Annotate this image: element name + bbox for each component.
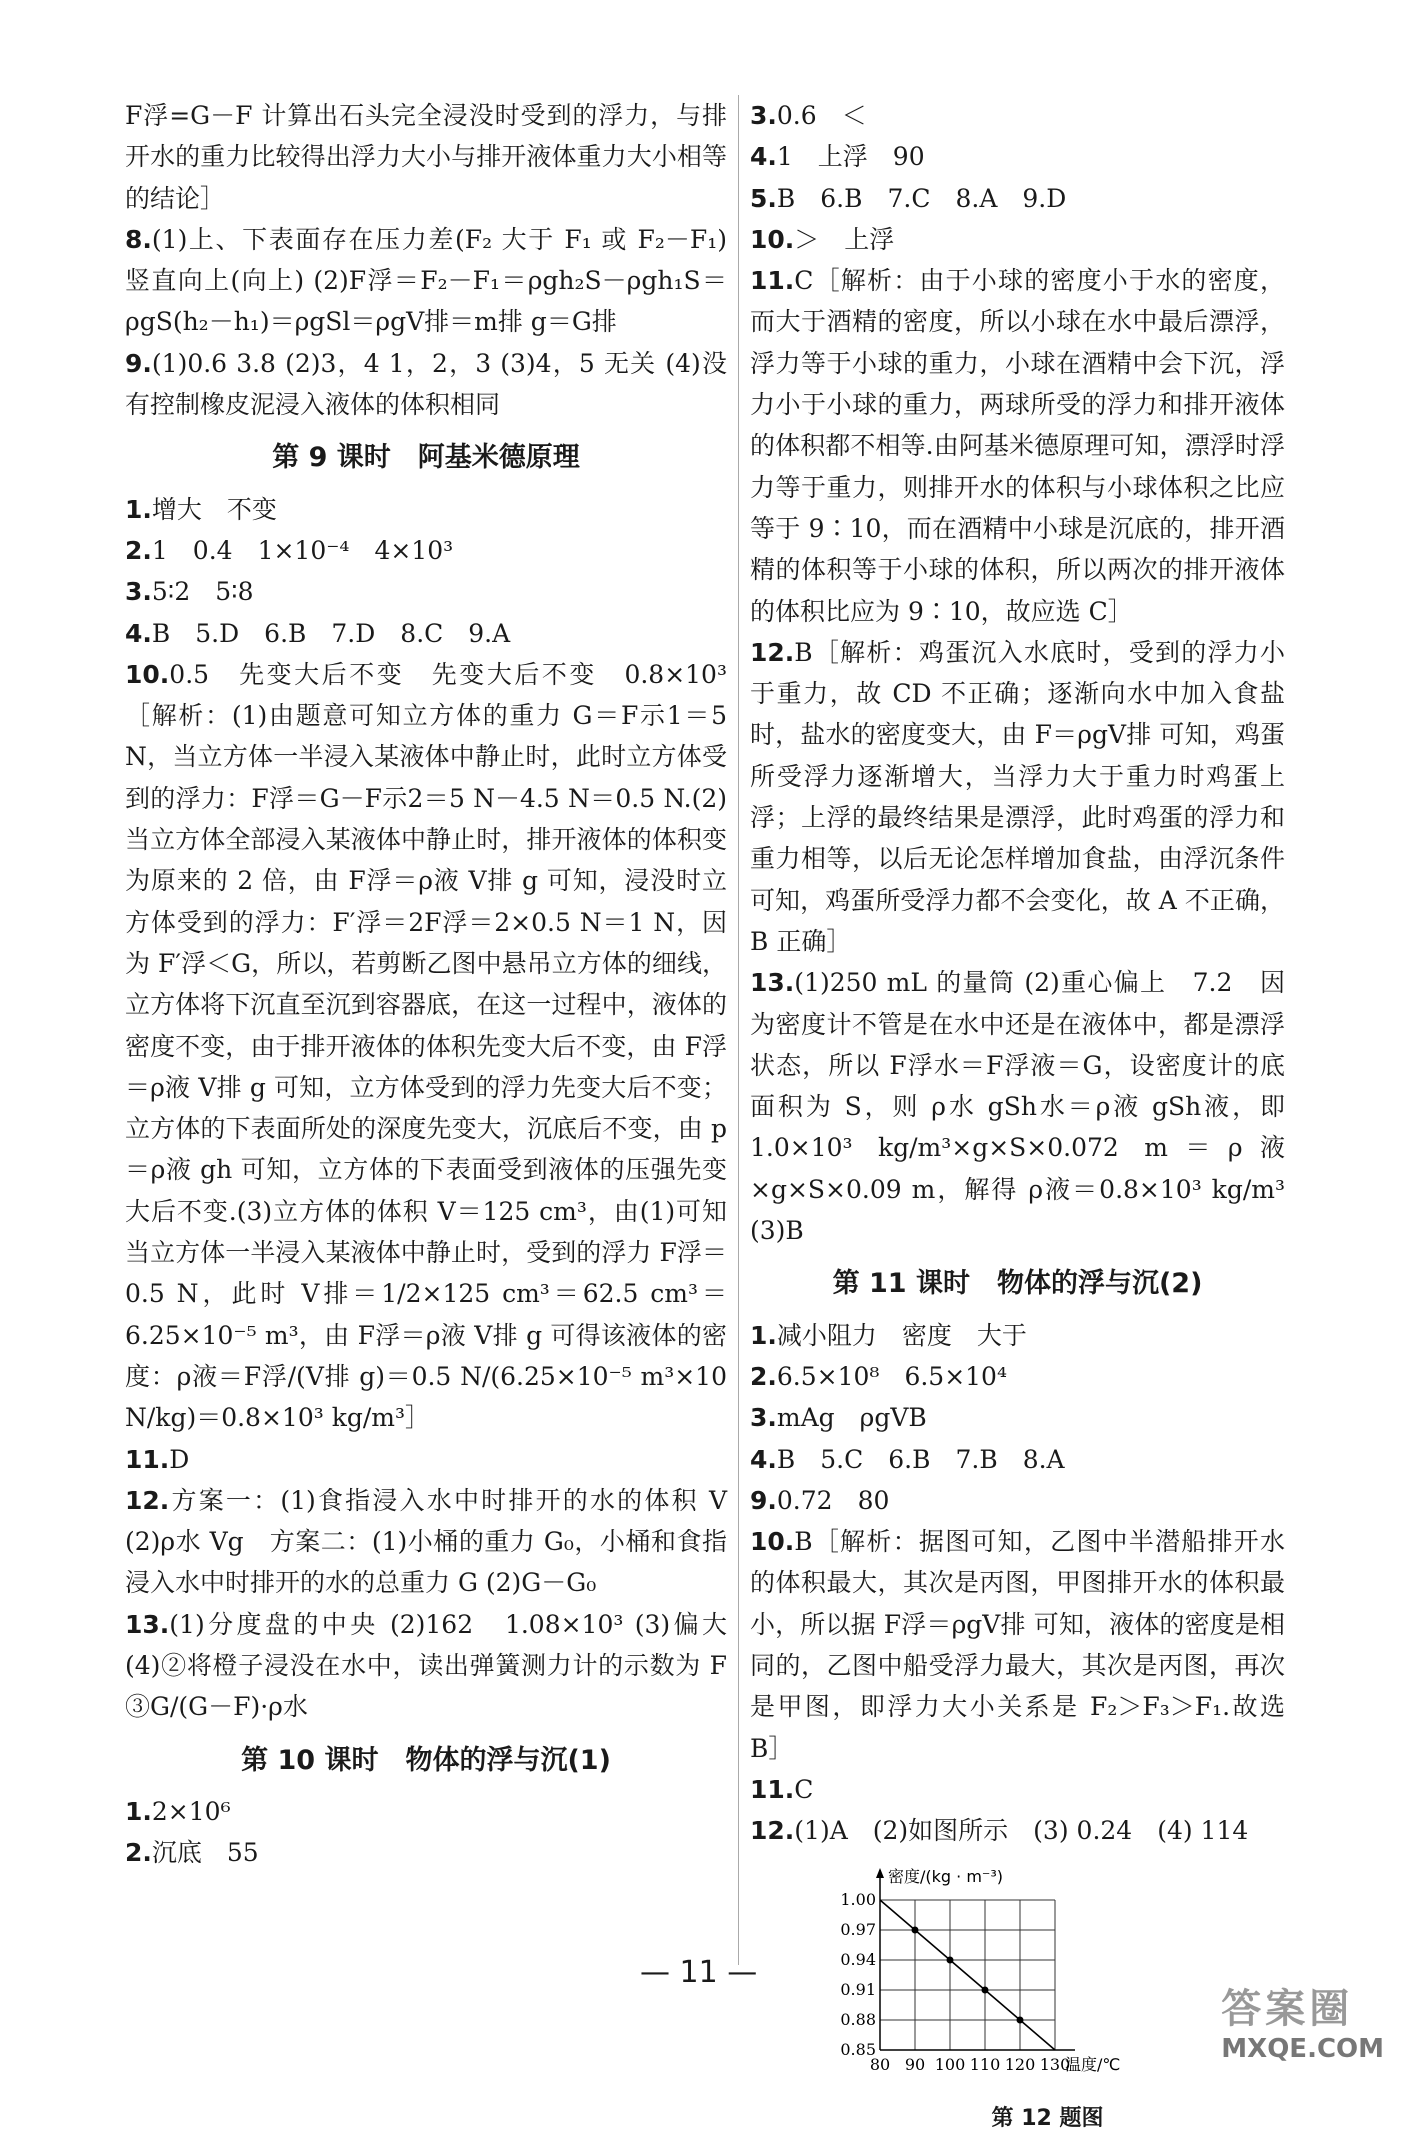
watermark-brand: 答案圈	[1221, 1986, 1354, 2032]
y-tick-label: 0.88	[840, 2010, 876, 2030]
y-axis-arrow	[876, 1868, 884, 1878]
answer-text: 2×10⁶	[151, 1796, 231, 1826]
right-column	[750, 95, 1285, 2139]
answer-text: 方案一：(1)食指浸入水中时排开的水的体积 V (2)ρ水 Vg 方案二：(1)小桶的重力 G₀，小桶和食指浸入水中时排开的水的总重力 G (2)G－G₀	[125, 1485, 727, 1598]
answer-number: 3.	[750, 1403, 777, 1433]
page-number: — 11 —	[640, 1955, 758, 1990]
answer-number: 5.	[750, 183, 777, 213]
answer-text: C［解析：由于小球的密度小于水的密度，而大于酒精的密度，所以小球在水中最后漂浮，浮力等于小球的重力，小球在酒精中会下沉，浮力小于小球的重力，两球所受的浮力和排开液体的体积都不相等.由阿基米德原理可知，漂浮时浮力等于重力，则排开水的体积与小球体积之比应等于 9∶10，而在酒精中小球是沉底的，排开酒精的体积等于小球的体积，所以两次的排开液体的体积比应为 9∶10，故应选 C］	[750, 266, 1285, 626]
answer-text: 6.5×10⁸ 6.5×10⁴	[776, 1361, 1007, 1391]
y-tick-label: 0.97	[840, 1920, 876, 1940]
x-tick-label: 110	[969, 2055, 1001, 2075]
answer-number: 3.	[125, 577, 152, 607]
answer-text: 0.72 80	[776, 1485, 890, 1515]
answer-item	[750, 1439, 1285, 1480]
answer-text: 1 0.4 1×10⁻⁴ 4×10³	[151, 535, 454, 565]
answer-item	[750, 178, 1285, 219]
y-axis-label: 密度/(kg · m⁻³)	[888, 1867, 1004, 1887]
answer-number: 11.	[750, 1774, 795, 1804]
answer-item	[125, 1604, 753, 1728]
answer-number: 4.	[750, 142, 777, 172]
answer-number: 10.	[750, 1527, 795, 1557]
answer-number: 13.	[750, 968, 795, 998]
answer-item	[750, 1356, 1285, 1397]
answer-item	[750, 1521, 1285, 1769]
x-axis-label: 温度/℃	[1065, 2055, 1121, 2075]
answer-item	[125, 1832, 727, 1873]
answer-number: 11.	[125, 1444, 170, 1474]
answer-number: 1.	[750, 1320, 777, 1350]
answer-text: B［解析：据图可知，乙图中半潜船排开水的体积最大，其次是丙图，甲图排开水的体积最小，所以据 F浮＝ρgV排 可知，液体的密度是相同的，乙图中船受浮力最大，其次是丙图，再次是甲图，即浮力大小关系是 F₂＞F₃＞F₁.故选 B］	[750, 1527, 1285, 1763]
section-heading: 第 11 课时 物体的浮与沉(2)	[832, 1268, 1203, 1300]
answer-item	[125, 1791, 727, 1832]
answer-text: B 5.C 6.B 7.B 8.A	[776, 1444, 1065, 1474]
answer-item	[750, 1810, 1285, 1851]
answer-item	[750, 219, 1285, 260]
answer-text: C	[794, 1774, 814, 1804]
answer-number: 2.	[125, 535, 152, 565]
answer-text: (1)250 mL 的量筒 (2)重心偏上 7.2 因为密度计不管是在水中还是在液体中，都是漂浮状态，所以 F浮水＝F浮液＝G，设密度计的底面积为 S，则 ρ水 gSh水＝ρ液 gSh液，即 1.0×10³ kg/m³×g×S×0.072 m＝ρ液×g×S×0.09 m，解得 ρ液＝0.8×10³ kg/m³ (3)B	[750, 968, 1285, 1246]
answer-item	[125, 654, 727, 1439]
answer-text: (1)上、下表面存在压力差(F₂ 大于 F₁ 或 F₂－F₁) 竖直向上(向上) (2)F浮＝F₂－F₁＝ρgh₂S－ρgh₁S＝ρgS(h₂－h₁)＝ρgSl＝ρgV排＝m排 g＝G排	[125, 224, 727, 337]
y-tick-label: 1.00	[840, 1890, 876, 1910]
watermark-url: MXQE.COM	[1221, 2034, 1384, 2064]
answer-item	[750, 95, 1285, 136]
answer-item	[125, 1439, 727, 1480]
answer-number: 10.	[750, 224, 795, 254]
chart-caption: 第 12 题图	[991, 2105, 1104, 2131]
answer-item	[750, 1480, 1285, 1521]
answer-number: 3.	[750, 101, 777, 130]
y-tick-label: 0.91	[840, 1980, 876, 2000]
x-tick-label: 120	[1004, 2055, 1036, 2075]
x-tick-label: 130	[1039, 2055, 1071, 2075]
answer-item	[750, 136, 1285, 177]
answer-item	[125, 343, 727, 426]
answer-item	[750, 1769, 1285, 1810]
answer-item	[750, 962, 1285, 1251]
density-line	[880, 1900, 1055, 2050]
answer-text: 1 上浮 90	[776, 142, 925, 172]
answer-text: (1)分度盘的中央 (2)162 1.08×10³ (3)偏大 (4)②将橙子浸没在水中，读出弹簧测力计的示数为 F ③G/(G－F)·ρ水	[125, 1609, 753, 1722]
watermark	[1221, 1977, 1384, 2064]
answer-number: 4.	[750, 1444, 777, 1474]
answer-text: F浮=G－F 计算出石头完全浸没时受到的浮力，与排开水的重力比较得出浮力大小与排开液体重力大小相等的结论］	[125, 101, 727, 213]
data-point	[982, 1987, 989, 1994]
answer-text: B 5.D 6.B 7.D 8.C 9.A	[151, 618, 511, 648]
answer-number: 10.	[125, 659, 170, 689]
y-tick-label: 0.85	[840, 2040, 876, 2060]
chart-svg	[810, 1855, 1280, 2085]
answer-item	[750, 1397, 1285, 1438]
answer-text: mAg ρgVB	[776, 1403, 927, 1433]
answer-item	[750, 260, 1285, 632]
answer-number: 12.	[750, 637, 795, 667]
answer-text: 0.6 ＜	[776, 101, 867, 130]
column-divider	[738, 95, 739, 1965]
answer-text: B 6.B 7.C 8.A 9.D	[776, 183, 1067, 213]
section-heading: 第 9 课时 阿基米德原理	[272, 442, 580, 474]
y-tick-label: 0.94	[840, 1950, 876, 1970]
answer-number: 11.	[750, 266, 795, 296]
answer-number: 9.	[125, 348, 152, 378]
answer-item	[125, 95, 727, 219]
answer-number: 12.	[125, 1485, 170, 1515]
answer-text: B［解析：鸡蛋沉入水底时，受到的浮力小于重力，故 CD 不正确；逐渐向水中加入食盐时，盐水的密度变大，由 F＝ρgV排 可知，鸡蛋所受浮力逐渐增大，当浮力大于重力时鸡蛋上浮；上浮的最终结果是漂浮，此时鸡蛋的浮力和重力相等，以后无论怎样增加食盐，由浮沉条件可知，鸡蛋所受浮力都不会变化，故 A 不正确，B 正确］	[750, 637, 1285, 956]
answer-text: (1)A (2)如图所示 (3) 0.24 (4) 114	[794, 1816, 1249, 1846]
data-point	[1017, 2017, 1024, 2024]
data-point	[912, 1927, 919, 1934]
x-tick-label: 80	[869, 2055, 891, 2075]
answer-number: 1.	[125, 1796, 152, 1826]
answer-number: 2.	[750, 1361, 777, 1391]
answer-text: 沉底 55	[151, 1838, 259, 1868]
answer-item	[125, 571, 727, 612]
answer-number: 13.	[125, 1609, 170, 1639]
answer-item	[125, 219, 727, 343]
left-column	[125, 95, 753, 1873]
answer-number: 12.	[750, 1816, 795, 1846]
answer-number: 9.	[750, 1485, 777, 1515]
answer-number: 8.	[125, 224, 152, 254]
answer-text: 0.5 先变大后不变 先变大后不变 0.8×10³［解析：(1)由题意可知立方体的重力 G＝F示1＝5 N，当立方体一半浸入某液体中静止时，此时立方体受到的浮力：F浮＝G－F示2＝5 N－4.5 N＝0.5 N.(2)当立方体全部浸入某液体中静止时，排开液体的体积变为原来的 2 倍，由 F浮＝ρ液 V排 g 可知，浸没时立方体受到的浮力：F′浮＝2F浮＝2×0.5 N＝1 N，因为 F′浮＜G，所以，若剪断乙图中悬吊立方体的细线，立方体将下沉直至沉到容器底，在这一过程中，液体的密度不变，由于排开液体的体积先变大后不变，由 F浮＝ρ液 V排 g 可知，立方体受到的浮力先变大后不变；立方体的下表面所处的深度先变大，沉底后不变，由 p＝ρ液 gh 可知，立方体的下表面受到液体的压强先变大后不变.(3)立方体的体积 V＝125 cm³，由(1)可知当立方体一半浸入某液体中静止时，受到的浮力 F浮＝0.5 N，此时 V排＝1/2×125 cm³＝62.5 cm³＝6.25×10⁻⁵ m³，由 F浮＝ρ液 V排 g 可得该液体的密度：ρ液＝F浮/(V排 g)＝0.5 N/(6.25×10⁻⁵ m³×10 N/kg)＝0.8×10³ kg/m³］	[125, 659, 727, 1433]
density-chart	[810, 1855, 1285, 2097]
answer-item	[750, 632, 1285, 962]
x-tick-label: 90	[904, 2055, 926, 2075]
answer-item	[125, 489, 727, 530]
answer-text: (1)0.6 3.8 (2)3，4 1，2，3 (3)4，5 无关 (4)没有控制橡皮泥浸入液体的体积相同	[125, 348, 727, 420]
answer-number: 1.	[125, 494, 152, 524]
answer-text: ＞ 上浮	[794, 224, 895, 254]
answer-item	[125, 613, 727, 654]
answer-number: 2.	[125, 1838, 152, 1868]
data-point	[947, 1957, 954, 1964]
answer-item	[750, 1315, 1285, 1356]
answer-text: D	[169, 1444, 190, 1474]
answer-item	[125, 530, 727, 571]
answer-number: 4.	[125, 618, 152, 648]
x-tick-label: 100	[934, 2055, 966, 2075]
answer-text: 增大 不变	[151, 494, 277, 524]
answer-text: 5∶2 5∶8	[151, 577, 254, 607]
answer-item	[125, 1480, 727, 1604]
answer-text: 减小阻力 密度 大于	[776, 1320, 1027, 1350]
section-heading: 第 10 课时 物体的浮与沉(1)	[241, 1744, 611, 1776]
